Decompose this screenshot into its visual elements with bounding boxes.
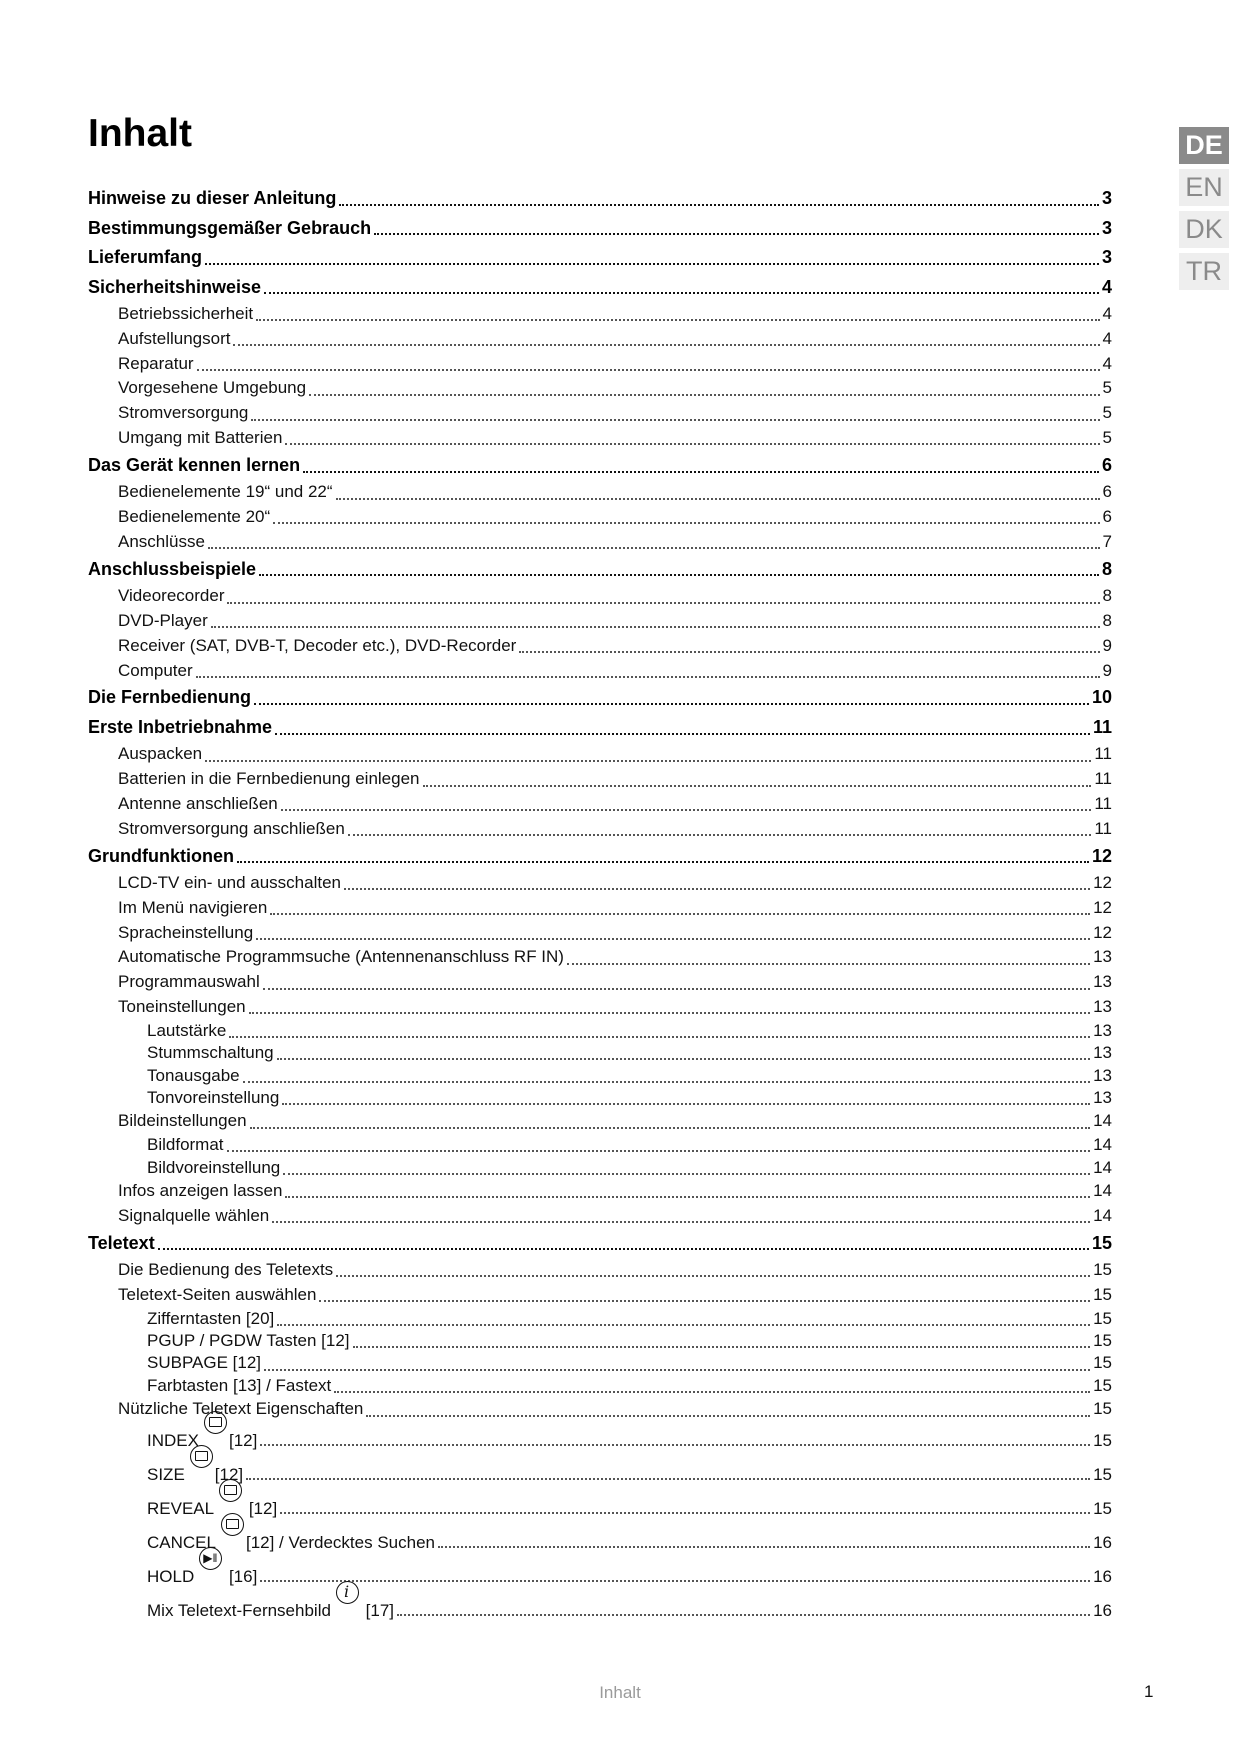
- toc-entry-page: 15: [1093, 1353, 1112, 1373]
- toc-entry-title: [88, 451, 300, 481]
- toc-entry-title: [147, 1592, 394, 1630]
- toc-entry-title-text: REVEAL: [147, 1499, 215, 1519]
- toc-entry-page: 5: [1102, 427, 1112, 447]
- toc-entry[interactable]: [88, 945, 1112, 970]
- toc-entry[interactable]: [88, 921, 1112, 946]
- toc-entry-page: 13: [1093, 997, 1112, 1017]
- toc-entry-page: 13: [1093, 1020, 1112, 1040]
- toc-entry-page: 6: [1101, 454, 1112, 475]
- teletext-cancel-icon: [221, 1513, 244, 1536]
- toc-entry-title: [118, 609, 208, 634]
- dot-leader: [285, 443, 1099, 445]
- toc-entry[interactable]: [88, 767, 1112, 792]
- toc-entry-title-text: Lautstärke: [147, 1020, 227, 1040]
- toc-entry-title: [118, 480, 333, 505]
- toc-entry-title-text: Receiver (SAT, DVB-T, Decoder etc.), DVD-Recorder: [118, 635, 517, 655]
- toc-entry-title-text: Spracheinstellung: [118, 922, 254, 942]
- toc-entry-title-text: Die Fernbedienung: [88, 687, 252, 708]
- toc-entry-title: [88, 1229, 155, 1259]
- toc-entry-title: [147, 1134, 224, 1156]
- toc-entry-title: [118, 505, 270, 530]
- toc-entry[interactable]: [88, 1592, 1112, 1626]
- toc-entry-title-text: Bestimmungsgemäßer Gebrauch: [88, 217, 372, 238]
- toc-entry-page: 3: [1101, 217, 1112, 238]
- toc-entry-title: [118, 742, 202, 767]
- toc-entry-key-ref: [12]: [214, 1465, 244, 1485]
- toc-entry[interactable]: [88, 555, 1112, 585]
- toc-entry-key-ref: [12] / Verdecktes Suchen: [245, 1533, 435, 1553]
- toc-entry-title-text: CANCEL: [147, 1533, 216, 1553]
- dot-leader: [339, 204, 1099, 206]
- toc-entry-title-text: Automatische Programmsuche (Antennenanschluss RF IN): [118, 947, 564, 967]
- toc-entry[interactable]: [88, 1042, 1112, 1064]
- toc-entry[interactable]: [88, 584, 1112, 609]
- toc-entry-title-text: Auspacken: [118, 744, 203, 764]
- dot-leader: [256, 938, 1090, 940]
- toc-entry-page: 14: [1093, 1111, 1112, 1131]
- toc-entry[interactable]: [88, 451, 1112, 481]
- toc-entry[interactable]: [88, 842, 1112, 872]
- toc-entry-page: 4: [1102, 353, 1112, 373]
- toc-entry-page: 15: [1093, 1431, 1112, 1451]
- toc-entry-title-text: Anschlüsse: [118, 531, 205, 551]
- dot-leader: [277, 1058, 1090, 1060]
- toc-entry-title-text: Erste Inbetriebnahme: [88, 716, 273, 737]
- toc-entry-title-text: Bildformat: [147, 1135, 224, 1155]
- toc-entry-key-ref: [17]: [360, 1601, 395, 1621]
- toc-entry-title: [118, 659, 193, 684]
- toc-entry-title: [88, 273, 261, 303]
- toc-entry[interactable]: [88, 817, 1112, 842]
- dot-leader: [229, 1036, 1090, 1038]
- dot-leader: [309, 394, 1099, 396]
- dot-leader: [263, 988, 1090, 990]
- toc-entry-title-text: Aufstellungsort: [118, 328, 231, 348]
- toc-entry-title-text: Programmauswahl: [118, 972, 260, 992]
- toc-entry-title: [147, 1490, 277, 1528]
- toc-entry-title: [118, 584, 224, 609]
- toc-entry-page: 9: [1102, 635, 1112, 655]
- dot-leader: [285, 1196, 1090, 1198]
- toc-entry-page: 10: [1091, 687, 1112, 708]
- toc-entry-title: [147, 1375, 331, 1397]
- toc-entry-title-text: Bedienelemente 20“: [118, 507, 271, 527]
- toc-entry[interactable]: [88, 1157, 1112, 1179]
- dot-leader: [519, 651, 1099, 653]
- dot-leader: [336, 498, 1100, 500]
- dot-leader: [249, 1012, 1090, 1014]
- toc-entry-page: 15: [1093, 1499, 1112, 1519]
- table-of-contents: [88, 184, 1112, 1626]
- toc-entry-title-text: Bildvoreinstellung: [147, 1157, 281, 1177]
- toc-entry-title-text: Toneinstellungen: [118, 997, 246, 1017]
- dot-leader: [250, 1127, 1091, 1129]
- toc-entry-title-text: Tonausgabe: [147, 1065, 240, 1085]
- page-title: Inhalt: [88, 112, 192, 155]
- toc-entry-title: [118, 1109, 247, 1134]
- language-tab-tr[interactable]: TR: [1179, 253, 1229, 290]
- toc-entry-title: [118, 970, 260, 995]
- dot-leader: [227, 602, 1099, 604]
- toc-entry-title-text: Reparatur: [118, 353, 194, 373]
- dot-leader: [374, 233, 1099, 235]
- toc-entry-page: 4: [1102, 304, 1112, 323]
- toc-entry-title: [118, 792, 278, 817]
- toc-entry-title: [147, 1330, 350, 1352]
- toc-entry-page: 14: [1093, 1135, 1112, 1155]
- toc-entry-title: [118, 945, 564, 970]
- toc-entry-title: [118, 1204, 269, 1229]
- toc-entry-page: 13: [1093, 1043, 1112, 1063]
- toc-entry-title-text: Videorecorder: [118, 586, 225, 606]
- toc-entry-page: 5: [1102, 403, 1112, 423]
- toc-entry-title: [88, 214, 371, 244]
- toc-entry-key-ref: [16]: [224, 1567, 258, 1587]
- toc-entry-title: [118, 921, 253, 946]
- toc-entry-title-text: Lieferumfang: [88, 247, 203, 267]
- toc-entry[interactable]: [88, 1204, 1112, 1229]
- toc-entry-title: [88, 243, 202, 273]
- toc-entry[interactable]: [88, 1134, 1112, 1156]
- toc-entry[interactable]: [88, 609, 1112, 634]
- dot-leader: [280, 1512, 1090, 1514]
- toc-entry-title: [147, 1352, 261, 1374]
- dot-leader: [277, 1324, 1090, 1326]
- toc-entry-title: [118, 995, 246, 1020]
- dot-leader: [275, 733, 1090, 735]
- toc-entry-title-text: Umgang mit Batterien: [118, 427, 283, 447]
- toc-entry[interactable]: [88, 659, 1112, 684]
- toc-entry[interactable]: [88, 426, 1112, 451]
- toc-entry-page: 13: [1093, 1065, 1112, 1085]
- toc-entry-page: 5: [1102, 378, 1112, 398]
- toc-entry-title: [118, 1258, 333, 1283]
- toc-entry-page: 15: [1091, 1232, 1112, 1253]
- toc-entry-title: [147, 1020, 226, 1042]
- toc-entry-title-text: Stromversorgung anschließen: [118, 818, 345, 838]
- toc-entry-page: 11: [1094, 769, 1112, 789]
- dot-leader: [319, 1300, 1090, 1302]
- dot-leader: [211, 626, 1100, 628]
- toc-entry-title: [118, 426, 282, 451]
- toc-entry[interactable]: [88, 683, 1112, 713]
- toc-entry-title-text: INDEX: [147, 1431, 199, 1451]
- toc-entry-title: [118, 302, 253, 327]
- toc-entry-title-text: Farbtasten [13] / Fastext: [147, 1375, 332, 1395]
- dot-leader: [264, 1369, 1090, 1371]
- toc-entry[interactable]: [88, 1375, 1112, 1397]
- toc-entry-title-text: Antenne anschließen: [118, 793, 278, 813]
- toc-entry-page: 13: [1093, 947, 1112, 967]
- toc-entry-page: 3: [1101, 188, 1112, 208]
- toc-entry-title-text: Teletext-Seiten auswählen: [118, 1284, 317, 1304]
- dot-leader: [348, 834, 1092, 836]
- dot-leader: [264, 292, 1099, 294]
- toc-entry-page: 15: [1093, 1260, 1112, 1280]
- dot-leader: [196, 676, 1100, 678]
- toc-entry-title: [118, 871, 341, 896]
- toc-entry-title-text: Im Menü navigieren: [118, 897, 268, 917]
- toc-entry-page: 11: [1094, 793, 1112, 813]
- toc-entry[interactable]: [88, 742, 1112, 767]
- toc-entry-page: 14: [1093, 1180, 1112, 1200]
- toc-entry-title: [118, 1283, 316, 1308]
- toc-entry-title: [118, 767, 420, 792]
- toc-entry-page: 6: [1102, 482, 1112, 502]
- toc-entry[interactable]: [88, 1109, 1112, 1134]
- toc-entry[interactable]: [88, 243, 1112, 273]
- toc-entry-title-text: Das Gerät kennen lernen: [88, 454, 301, 475]
- toc-entry[interactable]: [88, 970, 1112, 995]
- toc-entry[interactable]: [88, 1352, 1112, 1374]
- dot-leader: [334, 1391, 1090, 1393]
- toc-entry-key-ref: [12]: [228, 1431, 258, 1451]
- dot-leader: [366, 1415, 1090, 1417]
- toc-entry-page: 8: [1102, 610, 1112, 630]
- toc-entry-page: 15: [1093, 1465, 1112, 1485]
- toc-entry[interactable]: [88, 1179, 1112, 1204]
- toc-entry-title-text: Bedienelemente 19“ und 22“: [118, 482, 333, 502]
- footer-page-number: 1: [1144, 1682, 1154, 1701]
- dot-leader: [251, 419, 1099, 421]
- toc-entry-page: 15: [1093, 1331, 1112, 1351]
- toc-entry-title: [147, 1042, 274, 1064]
- toc-entry-page: 6: [1102, 507, 1112, 527]
- toc-entry-title: [88, 683, 251, 713]
- toc-entry-page: 11: [1092, 716, 1112, 737]
- dot-leader: [353, 1346, 1091, 1348]
- toc-entry[interactable]: [88, 1456, 1112, 1490]
- toc-entry[interactable]: [88, 1524, 1112, 1558]
- toc-entry-title: [118, 1397, 363, 1422]
- dot-leader: [208, 547, 1100, 549]
- toc-entry-title-text: Betriebssicherheit: [118, 304, 254, 323]
- dot-leader: [423, 785, 1092, 787]
- toc-entry-title: [118, 896, 267, 921]
- toc-entry-page: 15: [1093, 1284, 1112, 1304]
- dot-leader: [158, 1248, 1089, 1250]
- toc-entry-title-text: Vorgesehene Umgebung: [118, 378, 307, 398]
- toc-entry-page: 16: [1093, 1601, 1112, 1621]
- dot-leader: [270, 913, 1090, 915]
- toc-entry[interactable]: [88, 1229, 1112, 1259]
- toc-entry-page: 16: [1093, 1567, 1112, 1587]
- toc-entry-title-text: Tonvoreinstellung: [147, 1088, 280, 1107]
- toc-entry-title-text: Grundfunktionen: [88, 845, 234, 866]
- toc-entry[interactable]: [88, 871, 1112, 896]
- toc-entry-title-text: Nützliche Teletext Eigenschaften: [118, 1399, 364, 1419]
- play-pause-icon: [199, 1547, 222, 1570]
- toc-entry-title-text: SIZE: [147, 1465, 185, 1485]
- toc-entry-title-text: Infos anzeigen lassen: [118, 1180, 283, 1200]
- dot-leader: [273, 522, 1099, 524]
- toc-entry-page: 15: [1093, 1399, 1112, 1419]
- dot-leader: [281, 809, 1092, 811]
- toc-entry-page: 16: [1093, 1533, 1112, 1553]
- toc-entry-title-text: DVD-Player: [118, 610, 208, 630]
- dot-leader: [243, 1081, 1090, 1083]
- toc-entry-title-text: SUBPAGE [12]: [147, 1353, 262, 1373]
- language-tabs: [1179, 127, 1229, 295]
- dot-leader: [260, 1580, 1090, 1582]
- toc-entry[interactable]: [88, 1065, 1112, 1087]
- toc-entry-title-text: Bildeinstellungen: [118, 1111, 247, 1131]
- toc-entry-title-text: Stromversorgung: [118, 403, 249, 423]
- toc-entry-page: 14: [1093, 1157, 1112, 1177]
- toc-entry-title: [118, 327, 230, 352]
- toc-entry-page: 4: [1101, 276, 1112, 297]
- toc-entry-title-text: Computer: [118, 660, 193, 680]
- toc-entry-title: [118, 530, 205, 555]
- toc-entry-title-text: Zifferntasten [20]: [147, 1308, 275, 1328]
- toc-entry-title-text: Anschlussbeispiele: [88, 558, 257, 579]
- toc-entry[interactable]: [88, 505, 1112, 530]
- toc-entry-page: 3: [1101, 247, 1112, 267]
- toc-entry-title-text: Mix Teletext-Fernsehbild: [147, 1601, 331, 1621]
- toc-entry-title: [147, 1524, 435, 1562]
- toc-entry-title: [88, 184, 336, 214]
- toc-entry-title-text: HOLD: [147, 1567, 195, 1587]
- toc-entry[interactable]: [88, 214, 1112, 244]
- toc-entry[interactable]: [88, 273, 1112, 303]
- toc-entry[interactable]: [88, 1330, 1112, 1352]
- toc-entry[interactable]: [88, 792, 1112, 817]
- dot-leader: [205, 760, 1091, 762]
- toc-entry[interactable]: [88, 1020, 1112, 1042]
- toc-entry[interactable]: [88, 530, 1112, 555]
- toc-entry-title: [147, 1308, 274, 1330]
- dot-leader: [438, 1546, 1090, 1548]
- toc-entry-title-text: PGUP / PGDW Tasten [12]: [147, 1331, 350, 1351]
- dot-leader: [254, 703, 1089, 705]
- toc-entry-page: 12: [1093, 897, 1112, 917]
- toc-entry[interactable]: [88, 1087, 1112, 1109]
- dot-leader: [233, 344, 1099, 346]
- dot-leader: [237, 861, 1089, 863]
- dot-leader: [283, 1173, 1090, 1175]
- toc-entry[interactable]: [88, 480, 1112, 505]
- dot-leader: [567, 963, 1090, 965]
- toc-entry[interactable]: [88, 1283, 1112, 1308]
- toc-entry-title: [88, 842, 234, 872]
- toc-entry-title: [147, 1558, 257, 1596]
- dot-leader: [259, 574, 1099, 576]
- toc-entry-title: [118, 817, 345, 842]
- toc-entry-title-text: Batterien in die Fernbedienung einlegen: [118, 769, 420, 789]
- dot-leader: [397, 1614, 1090, 1616]
- dot-leader: [227, 1150, 1091, 1152]
- toc-entry-title-text: Stummschaltung: [147, 1043, 274, 1063]
- toc-entry-page: 11: [1094, 744, 1112, 764]
- toc-entry[interactable]: [88, 184, 1112, 214]
- toc-entry-title: [118, 401, 248, 426]
- toc-entry-title: [118, 634, 516, 659]
- toc-entry-page: 15: [1093, 1375, 1112, 1395]
- info-icon: [336, 1581, 359, 1604]
- teletext-reveal-icon: [219, 1479, 242, 1502]
- toc-entry-page: 11: [1094, 818, 1112, 838]
- toc-entry-page: 12: [1093, 873, 1112, 893]
- toc-entry-title: [88, 555, 256, 585]
- toc-entry-page: 4: [1102, 328, 1112, 348]
- dot-leader: [205, 263, 1099, 265]
- teletext-index-icon: [204, 1411, 227, 1434]
- toc-entry[interactable]: [88, 376, 1112, 401]
- toc-entry-title-text: Teletext: [88, 1232, 155, 1253]
- toc-entry[interactable]: [88, 327, 1112, 352]
- dot-leader: [197, 369, 1100, 371]
- toc-entry-title-text: LCD-TV ein- und ausschalten: [118, 873, 342, 893]
- toc-entry-page: 13: [1093, 1088, 1112, 1107]
- toc-entry[interactable]: [88, 896, 1112, 921]
- toc-entry-page: 15: [1093, 1308, 1112, 1328]
- language-tab-de[interactable]: DE: [1179, 127, 1229, 164]
- toc-entry-page: 12: [1091, 845, 1112, 866]
- toc-entry-page: 8: [1101, 558, 1112, 579]
- teletext-size-icon: [190, 1445, 213, 1468]
- toc-entry-title-text: Hinweise zu dieser Anleitung: [88, 188, 337, 208]
- dot-leader: [303, 471, 1099, 473]
- dot-leader: [260, 1444, 1090, 1446]
- toc-entry-title: [118, 376, 306, 401]
- toc-entry[interactable]: [88, 302, 1112, 327]
- toc-entry[interactable]: [88, 713, 1112, 743]
- dot-leader: [256, 319, 1099, 321]
- toc-entry-page: 7: [1102, 531, 1112, 551]
- dot-leader: [336, 1275, 1090, 1277]
- toc-entry[interactable]: [88, 1422, 1112, 1456]
- toc-entry[interactable]: [88, 1397, 1112, 1422]
- toc-entry-page: 9: [1102, 660, 1112, 680]
- toc-entry-title-text: Signalquelle wählen: [118, 1205, 270, 1225]
- toc-entry-title: [88, 713, 272, 743]
- language-tab-dk[interactable]: DK: [1179, 211, 1229, 248]
- toc-entry-page: 13: [1093, 972, 1112, 992]
- toc-entry[interactable]: [88, 1258, 1112, 1283]
- toc-entry-title-text: Die Bedienung des Teletexts: [118, 1260, 334, 1280]
- toc-entry[interactable]: [88, 352, 1112, 377]
- toc-entry[interactable]: [88, 1558, 1112, 1592]
- toc-entry-title: [147, 1157, 280, 1179]
- toc-entry-title: [147, 1087, 279, 1109]
- toc-entry-title: [118, 352, 194, 377]
- footer-section-label: Inhalt: [599, 1683, 641, 1702]
- language-tab-en[interactable]: EN: [1179, 169, 1229, 206]
- dot-leader: [344, 888, 1090, 890]
- toc-entry-title: [118, 1179, 282, 1204]
- dot-leader: [282, 1103, 1090, 1105]
- dot-leader: [246, 1478, 1090, 1480]
- toc-entry-key-ref: [12]: [244, 1499, 278, 1519]
- toc-entry-page: 8: [1102, 586, 1112, 606]
- toc-entry[interactable]: [88, 634, 1112, 659]
- toc-entry-page: 14: [1093, 1205, 1112, 1225]
- toc-entry-title: [147, 1065, 240, 1087]
- toc-entry[interactable]: [88, 995, 1112, 1020]
- toc-entry[interactable]: [88, 401, 1112, 426]
- toc-entry-title-text: Sicherheitshinweise: [88, 276, 262, 297]
- toc-entry-page: 12: [1093, 922, 1112, 942]
- toc-entry[interactable]: [88, 1308, 1112, 1330]
- dot-leader: [272, 1221, 1090, 1223]
